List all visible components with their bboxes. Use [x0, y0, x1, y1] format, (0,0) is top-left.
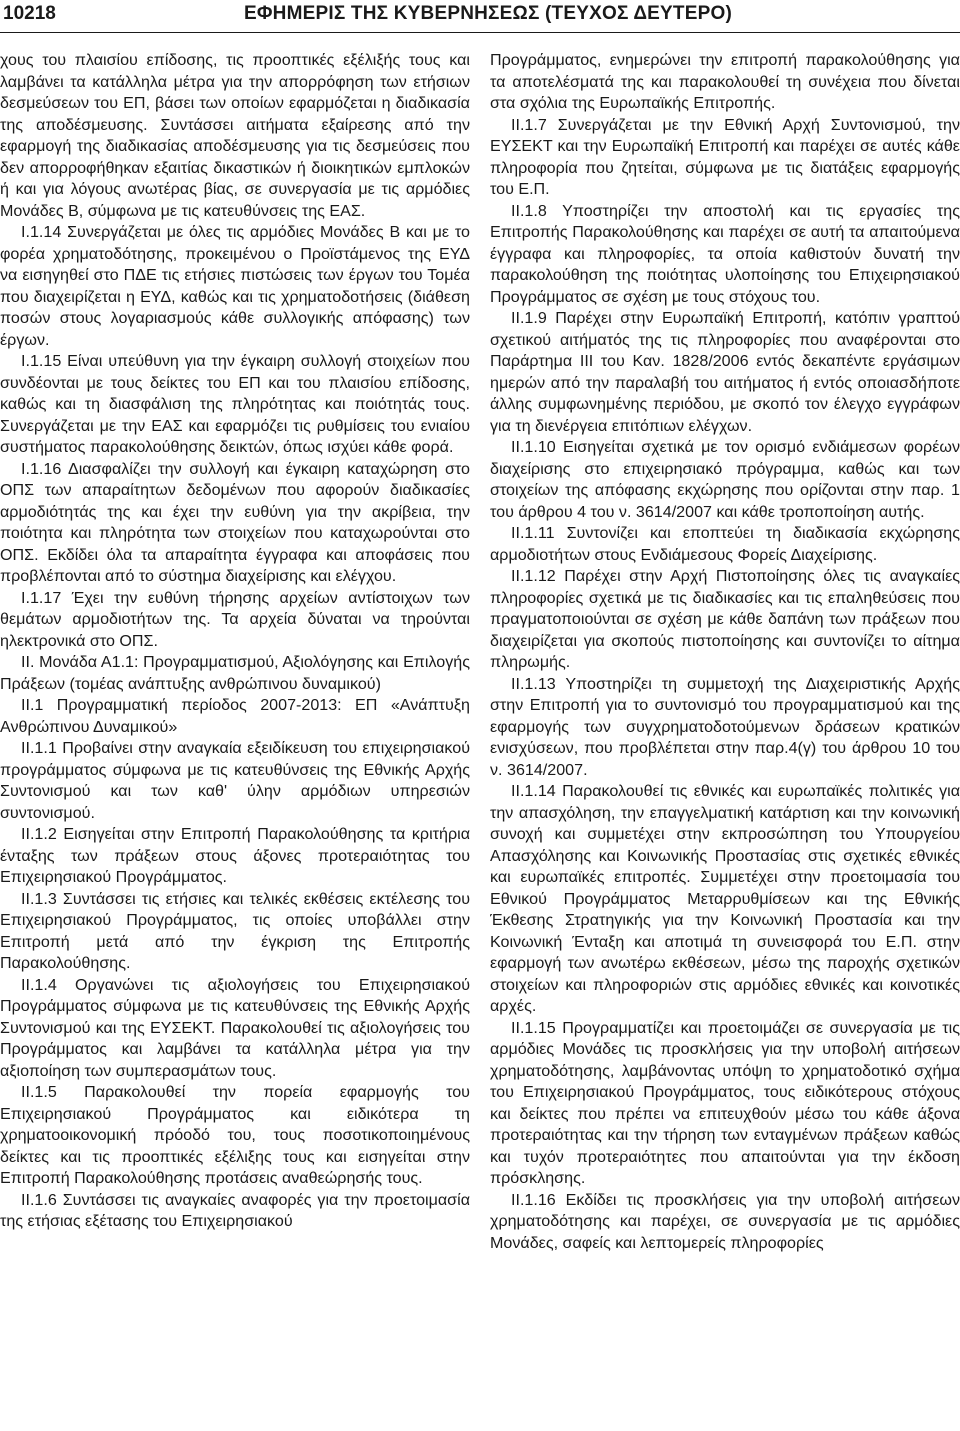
paragraph: ΙΙ.1.1 Προβαίνει στην αναγκαία εξειδίκευση του επιχειρησιακού προγράμματος σύμφωνα με τις κατευθύνσεις της Εθνικής Αρχής Συντονισμού και των καθ' ύλην αρμόδιων υπηρεσιών συντονισμού.	[0, 739, 470, 822]
left-column	[0, 50, 470, 1428]
paragraph: ΙΙ.1.4 Οργανώνει τις αξιολογήσεις του Επιχειρησιακού Προγράμματος σύμφωνα με τις κατευθύνσεις της Εθνικής Αρχής Συντονισμού και της ΕΥΣΕΚΤ. Παρακολουθεί τις αξιολογήσεις του Προγράμματος και λαμβάνει τα κατάλληλα μέτρα για την αξιοποίηση των συμπερασμάτων τους.	[0, 975, 470, 1080]
paragraph: ΙΙ.1.12 Παρέχει στην Αρχή Πιστοποίησης όλες τις αναγκαίες πληροφορίες σχετικά με τις διαδικασίες και τις επαληθεύσεις που πραγματοποιούνται σε σχέση με κάθε δαπάνη των πράξεων που διαχειρίζεται για σκοπούς πιστοποίησης και συντονίζει το αίτημα πληρωμής.	[490, 567, 960, 671]
paragraph: Ι.1.16 Διασφαλίζει την συλλογή και έγκαιρη καταχώρηση στο ΟΠΣ των απαραίτητων δεδομένων που αφορούν διαδικασίες αρμοδιότητάς της και έχει την ευθύνη για την ακρίβεια, την ποιότητα και πληρότητα των στοιχείων που καταχωρούνται στο ΟΠΣ. Εκδίδει όλα τα απαραίτητα έγγραφα και αποφάσεις που προβλέπονται από το σύστημα διαχείρισης και ελέγχου.	[0, 459, 470, 585]
paragraph: ΙΙ.1.6 Συντάσσει τις αναγκαίες αναφορές για την προετοιμασία της ετήσιας εξέτασης του Επιχειρησιακού	[0, 1190, 470, 1230]
paragraph: ΙΙ.1.7 Συνεργάζεται με την Εθνική Αρχή Συντονισμού, την ΕΥΣΕΚΤ και την Ευρωπαϊκή Επιτροπή και παρέχει σε αυτές κάθε πληροφορία που ζητείται, σύμφωνα με τις διατάξεις εφαρμογής του Ε.Π.	[490, 115, 960, 198]
paragraph: ΙΙ.1.3 Συντάσσει τις ετήσιες και τελικές εκθέσεις εκτέλεσης του Επιχειρησιακού Προγράμματος, τις οποίες υποβάλλει στην Επιτροπή μετά από την έγκριση της Επιτροπής Παρακολούθησης.	[0, 889, 470, 972]
paragraph: Ι.1.15 Είναι υπεύθυνη για την έγκαιρη συλλογή στοιχείων που συνδέονται με τους δείκτες του ΕΠ και του πλαισίου επίδοσης, καθώς και τη διασφάλιση της πληρότητας και ποιότητάς τους. Συνεργάζεται με την ΕΑΣ και εφαρμόζει τις ρυθμίσεις του ενιαίου συστήματος παρακολούθησης δεικτών, όπως ισχύει κάθε φορά.	[0, 352, 470, 456]
section-heading: ΙΙ. Μονάδα Α1.1: Προγραμματισμού, Αξιολόγησης και Επιλογής Πράξεων (τομέας ανάπτυξης ανθρώπινου δυναμικού)	[0, 653, 470, 693]
paragraph: ΙΙ.1.14 Παρακολουθεί τις εθνικές και ευρωπαϊκές πολιτικές για την απασχόληση, την επαγγελματική κατάρτιση και την κοινωνική συνοχή και συμμετέχει στην εκπροσώπηση του Υπουργείου Απασχόλησης και Κοινωνικής Προστασίας στις σχετικές εθνικές και ευρωπαϊκές επιτροπές. Συμμετέχει στην προετοιμασία του Εθνικού Προγράμματος Μεταρρυθμίσεων και της Εθνικής Έκθεσης Στρατηγικής για την Κοινωνική Προστασία και την Κοινωνική Ένταξη και αποτιμά τη συνεισφορά του Ε.Π. στην εφαρμογή των ανωτέρω εκθέσεων, μέσω της παροχής σχετικών στοιχείων και πληροφοριών στις αρμόδιες εθνικές και κοινοτικές αρχές.	[490, 782, 960, 1015]
right-column	[490, 50, 960, 1428]
paragraph: Ι.1.17 Έχει την ευθύνη τήρησης αρχείων αντίστοιχων των θεμάτων αρμοδιοτήτων της. Τα αρχεία δύναται να τηρούνται ηλεκτρονικά στο ΟΠΣ.	[0, 588, 470, 650]
paragraph: χους του πλαισίου επίδοσης, τις προοπτικές εξέλιξής τους και λαμβάνει τα κατάλληλα μέτρα για την απορρόφηση των ετήσιων δεσμεύσεων του ΕΠ, βάσει των οποίων εφαρμόζεται η διαδικασία της αποδέσμευσης. Συντάσσει αιτήματα εξαίρεσης από την εφαρμογή της διαδικασίας αποδέσμευσης για τις δεσμεύσεις που δεν απορροφήθηκαν εξαιτίας δικαστικών ή διοικητικών εμπλοκών ή και για λόγους ανωτέρας βίας, σε συνεργασία με τις αρμόδιες Μονάδες Β, σύμφωνα με τις κατευθύνσεις της ΕΑΣ.	[0, 51, 470, 220]
paragraph: ΙΙ.1.2 Εισηγείται στην Επιτροπή Παρακολούθησης τα κριτήρια ένταξης των πράξεων στους άξονες προτεραιότητας του Επιχειρησιακού Προγράμματος.	[0, 825, 470, 886]
page-number: 10218	[3, 3, 56, 24]
paragraph: ΙΙ.1.11 Συντονίζει και εποπτεύει τη διαδικασία εκχώρησης αρμοδιοτήτων στους Ενδιάμεσους Φορείς Διαχείρισης.	[490, 524, 960, 564]
paragraph: ΙΙ.1.13 Υποστηρίζει τη συμμετοχή της Διαχειριστικής Αρχής στην Επιτροπή για το συντονισμό του προγραμματισμού και της εφαρμογής των συγχρηματοδοτούμενων δράσεων κρατικών ενισχύσεων, που προβλέπεται στην παρ.4(γ) του άρθρου 10 του ν. 3614/2007.	[490, 674, 960, 779]
paragraph: ΙΙ.1.16 Εκδίδει τις προσκλήσεις για την υποβολή αιτήσεων χρηματοδότησης και παρέχει, σε συνεργασία με τις αρμόδιες Μονάδες, σαφείς και λεπτομερείς πληροφορίες	[490, 1190, 960, 1252]
subsection-heading: ΙΙ.1 Προγραμματική περίοδος 2007-2013: ΕΠ «Ανάπτυξη Ανθρώπινου Δυναμικού»	[0, 696, 470, 736]
header-rule	[0, 32, 960, 33]
paragraph: Προγράμματος, ενημερώνει την επιτροπή παρακολούθησης για τα αποτελέσματά της και παρακολουθεί τη συνέχεια που δίνεται στα σχόλια της Ευρωπαϊκής Επιτροπής.	[490, 51, 960, 112]
page-header	[0, 0, 960, 32]
paragraph: ΙΙ.1.9 Παρέχει στην Ευρωπαϊκή Επιτροπή, κατόπιν γραπτού σχετικού αιτήματός της τις πληροφορίες που αναφέρονται στο Παράρτημα ΙΙΙ του Καν. 1828/2006 εντός δεκαπέντε εργάσιμων ημερών από την παραλαβή του αιτήματος ή εντός οποιασδήποτε άλλης συμφωνημένης περιόδου, με σκοπό τον έλεγχο εγγράφων για τη διενέργεια επιτόπιων ελέγχων.	[490, 309, 960, 435]
paragraph: ΙΙ.1.10 Εισηγείται σχετικά με τον ορισμό ενδιάμεσων φορέων διαχείρισης στο επιχειρησιακό πρόγραμμα, καθώς και των στοιχείων της απόφασης εκχώρησης που ορίζονται στην παρ. 1 του άρθρου 4 του ν. 3614/2007 και κάθε τροποποίηση αυτής.	[490, 438, 960, 521]
paragraph: ΙΙ.1.5 Παρακολουθεί την πορεία εφαρμογής του Επιχειρησιακού Προγράμματος και ειδικότερα τη χρηματοοικονομική πρόοδό του, τους ποσοτικοποιημένους δείκτες και τις προοπτικές εξέλιξης τους και εισηγείται στην Επιτροπή Παρακολούθησης προτάσεις αναθεώρησής τους.	[0, 1083, 470, 1187]
gazette-title: ΕΦΗΜΕΡΙΣ ΤΗΣ ΚΥΒΕΡΝΗΣΕΩΣ (ΤΕΥΧΟΣ ΔΕΥΤΕΡΟ)	[244, 3, 732, 24]
paragraph: Ι.1.14 Συνεργάζεται με όλες τις αρμόδιες Μονάδες Β και με το φορέα χρηματοδότησης, προκειμένου ο Προϊστάμενος της ΕΥΔ να εισηγηθεί στο ΠΔΕ τις ετήσιες πιστώσεις των έργων του Τομέα που διαχειρίζεται η ΕΥΔ, καθώς και τις χρηματοδοτήσεις (διάθεση ποσών στους λογαριασμούς κάθε συλλογικής απόφασης) των έργων.	[0, 223, 470, 349]
paragraph: ΙΙ.1.8 Υποστηρίζει την αποστολή και τις εργασίες της Επιτροπής Παρακολούθησης και παρέχει σε αυτή τα απαιτούμενα έγγραφα και πληροφορίες, τα οποία καθιστούν δυνατή την παρακολούθηση της ποιότητας υλοποίησης του Επιχειρησιακού Προγράμματος σε σχέση με τους στόχους του.	[490, 201, 960, 306]
paragraph: ΙΙ.1.15 Προγραμματίζει και προετοιμάζει σε συνεργασία με τις αρμόδιες Μονάδες τις προσκλήσεις για την υποβολή αιτήσεων χρηματοδότησης, λαμβάνοντας υπόψη το χρηματοδοτικό σχήμα του Επιχειρησιακού Προγράμματος, τους ειδικότερους στόχους και δείκτες που πρέπει να επιτευχθούν μέσω του κάθε άξονα προτεραιότητας και την τήρηση των ενταγμένων πράξεων καθώς και τυχόν προτεραιότητες που απαιτούνται για την έκδοση πρόσκλησης.	[490, 1018, 960, 1187]
